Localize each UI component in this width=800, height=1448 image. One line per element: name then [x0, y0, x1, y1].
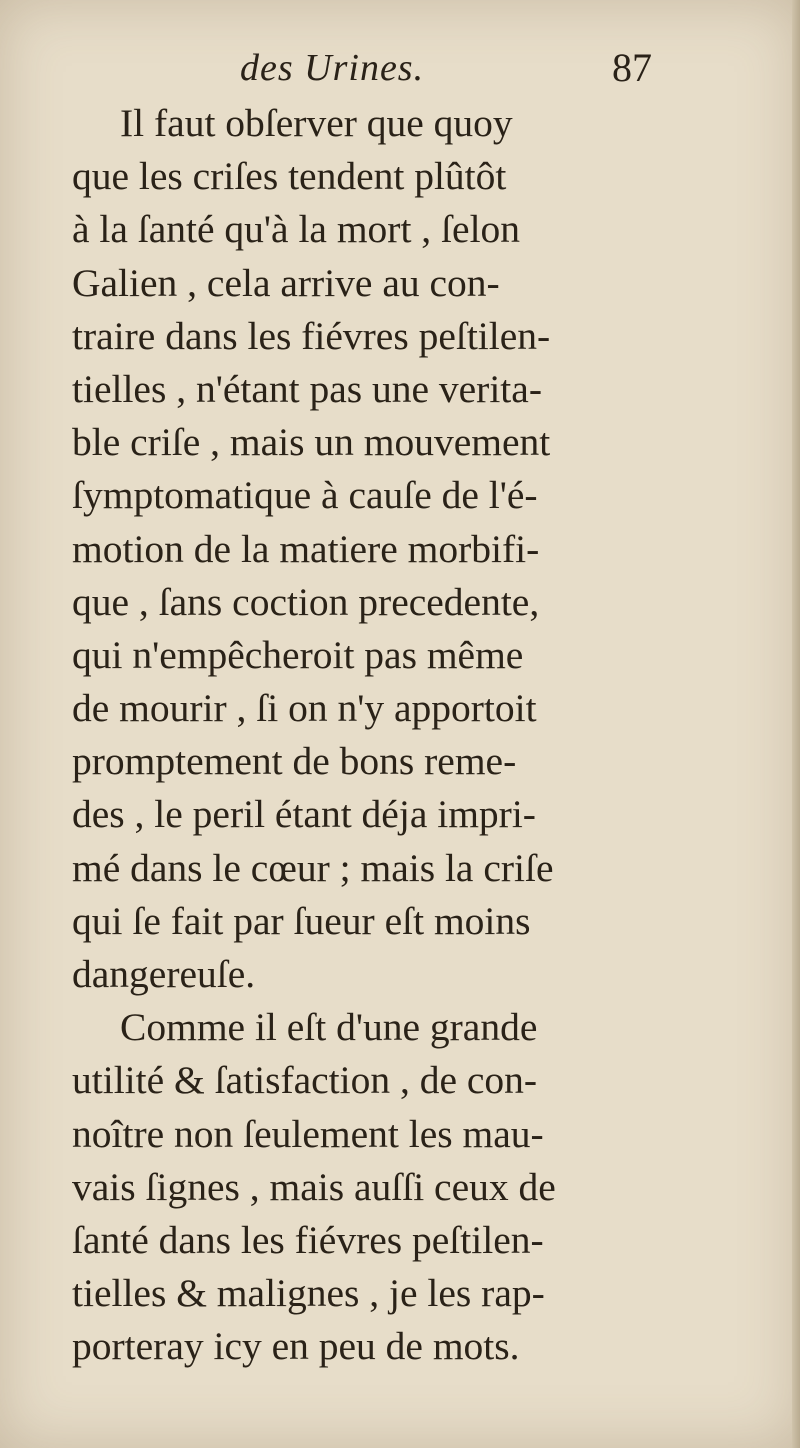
text-line: à la ſanté qu'à la mort , ſelon: [72, 207, 521, 252]
text-line: promptement de bons reme-: [72, 739, 517, 784]
text-line: Galien , cela arrive au con-: [72, 260, 500, 305]
text-line: qui n'empêcheroit pas même: [72, 632, 524, 677]
page-header: [0, 42, 800, 94]
text-line: dangereuſe.: [72, 952, 256, 996]
text-line: des , le peril étant déja impri-: [72, 792, 536, 837]
text-line: Comme il eſt d'une grande: [120, 1005, 538, 1050]
text-line: tielles , n'étant pas une verita-: [72, 366, 542, 411]
page-number: 87: [612, 45, 652, 90]
text-line: ſanté dans les fiévres peſtilen-: [72, 1217, 544, 1262]
paragraph-2: [72, 1001, 692, 1373]
text-line: noître non ſeulement les mau-: [72, 1111, 544, 1156]
text-line: que les criſes tendent plûtôt: [72, 154, 507, 199]
text-line: vais ſignes , mais auſſi ceux de: [72, 1164, 556, 1209]
text-line: utilité & ſatisfaction , de con-: [72, 1058, 538, 1103]
body-text: [72, 97, 692, 1374]
text-line: ble criſe , mais un mouvement: [72, 420, 551, 465]
text-line: porteray icy en peu de mots.: [72, 1324, 520, 1369]
paragraph-1: [72, 97, 692, 1001]
text-line: traire dans les fiévres peſtilen-: [72, 313, 551, 358]
text-line: ſymptomatique à cauſe de l'é-: [72, 473, 538, 518]
text-line: tielles & malignes , je les rap-: [72, 1271, 545, 1316]
running-title: des Urines.: [240, 47, 425, 89]
text-line: mé dans le cœur ; mais la criſe: [72, 845, 554, 890]
text-line: motion de la matiere morbifi-: [72, 526, 540, 571]
text-line: de mourir , ſi on n'y apportoit: [72, 686, 537, 731]
text-line: qui ſe fait par ſueur eſt moins: [72, 898, 531, 943]
page-edge: [792, 0, 800, 1448]
text-line: que , ſans coction precedente,: [72, 579, 540, 624]
text-line: Il faut obſerver que quoy: [120, 101, 513, 145]
